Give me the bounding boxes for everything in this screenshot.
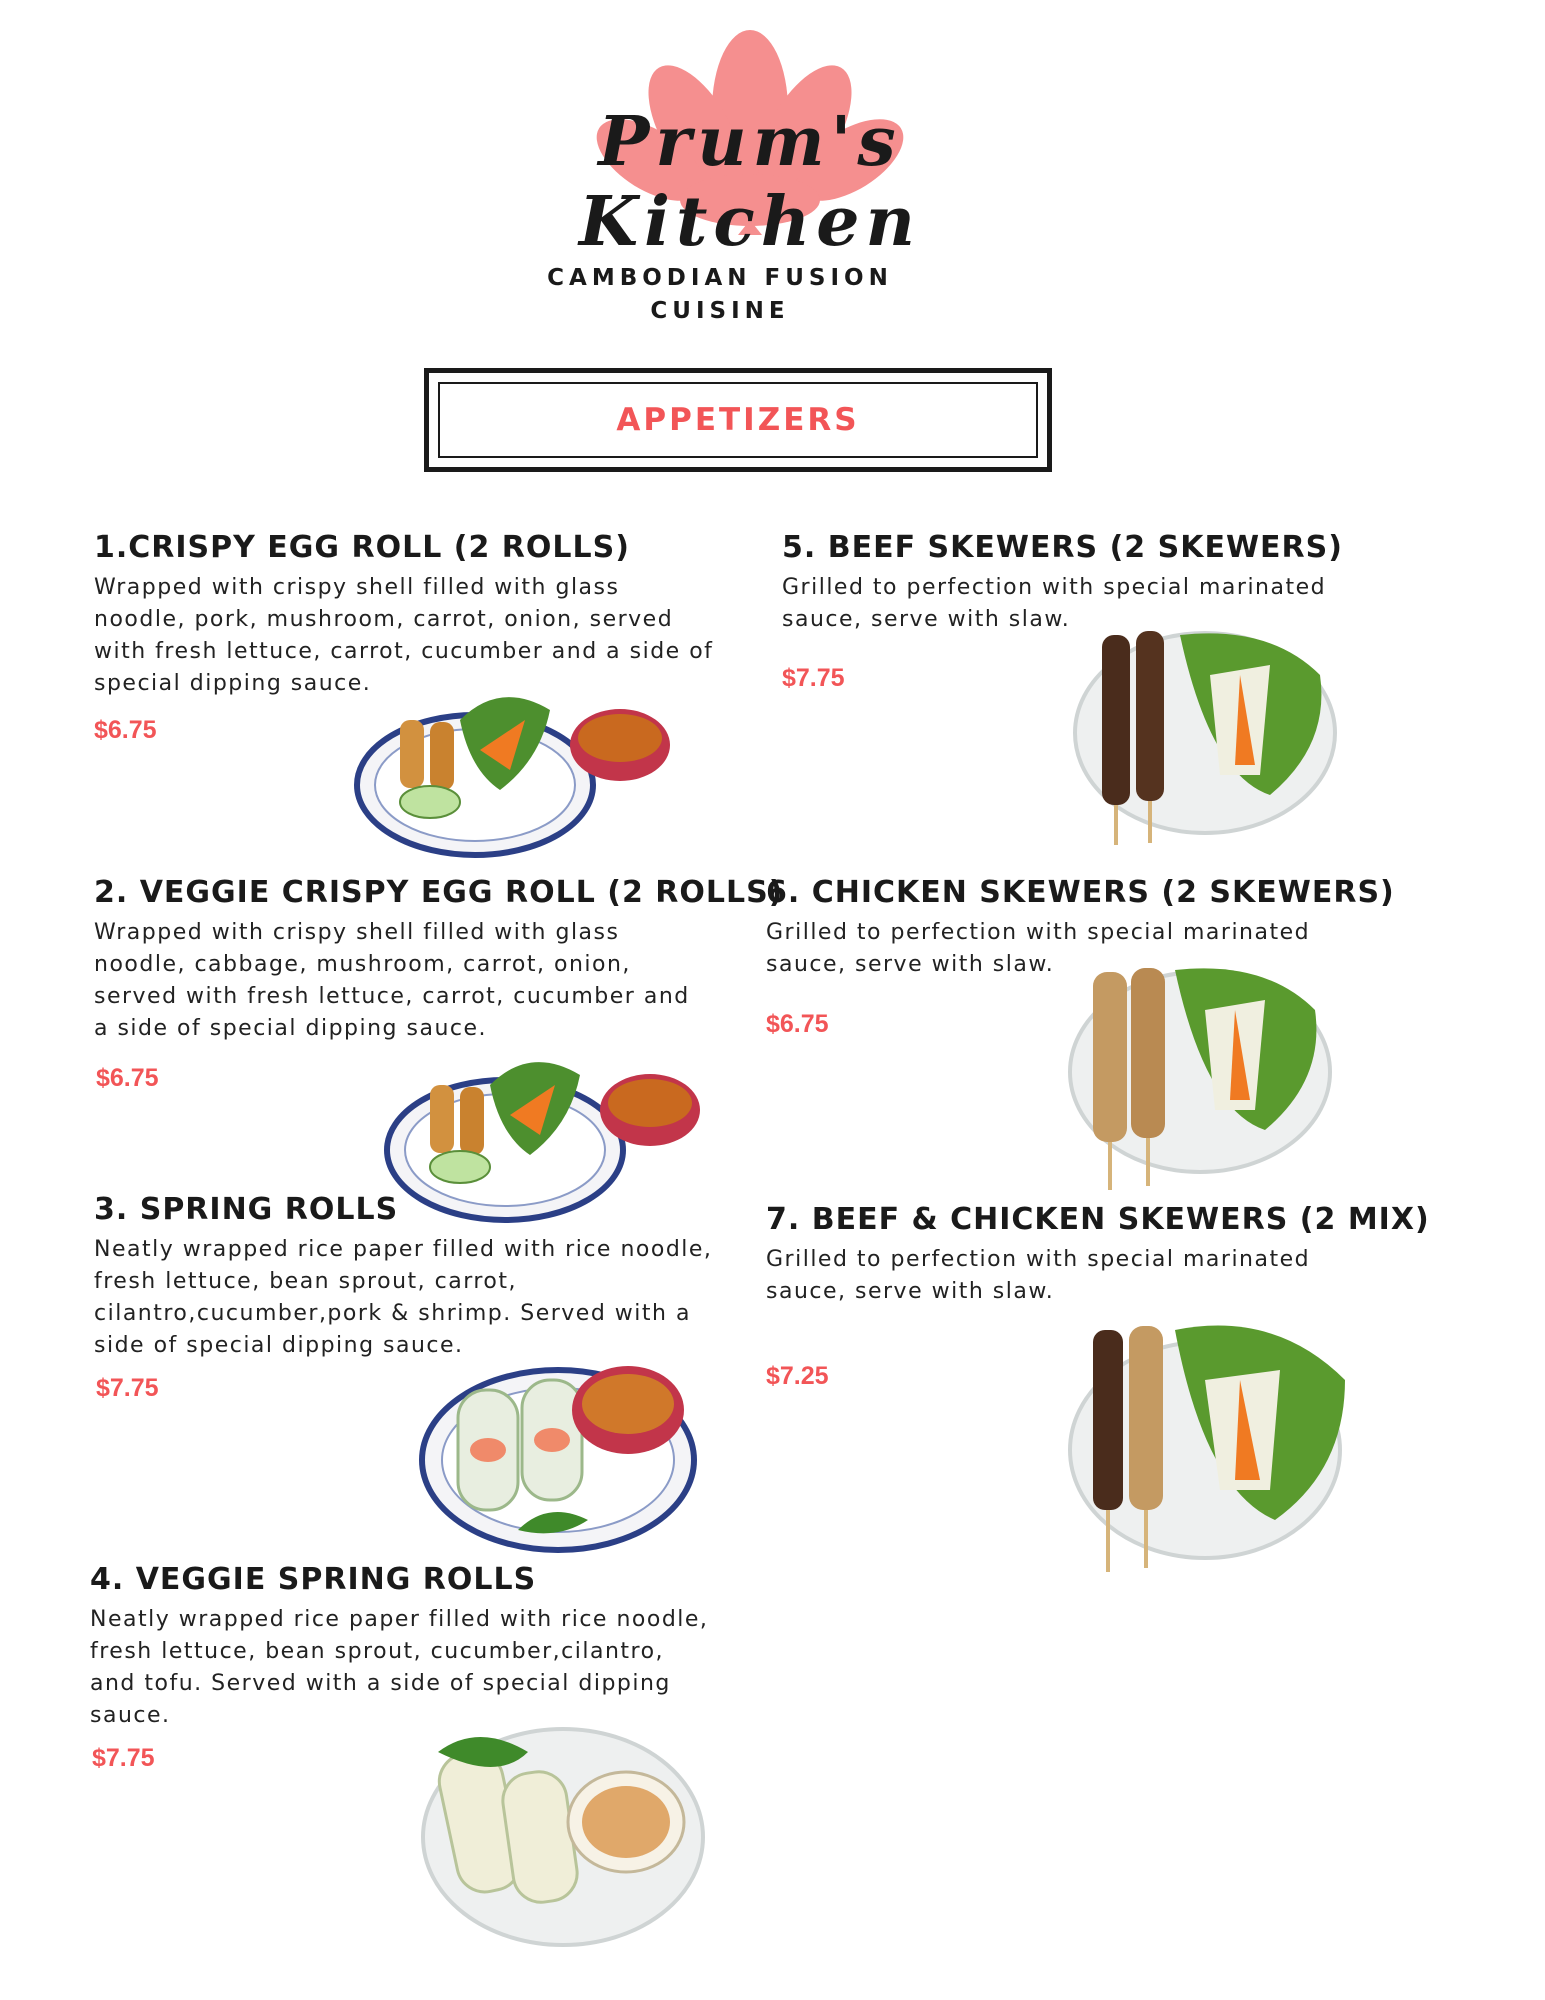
logo <box>470 30 1030 262</box>
item-price: $6.75 <box>94 716 157 744</box>
menu-item-1 <box>94 530 714 700</box>
menu-item-4 <box>90 1562 730 1732</box>
beef-and-chicken-skewers-plate-image <box>1065 1310 1355 1580</box>
section-title: APPETIZERS <box>616 402 860 438</box>
brand-name: Prum's Kitchen <box>579 102 921 262</box>
beef-skewers-plate-image <box>1070 625 1340 850</box>
item-description: Grilled to perfection with special marinated sauce, serve with slaw. <box>782 575 1327 632</box>
item-description: Neatly wrapped rice paper filled with rice noodle, fresh lettuce, bean sprout, carrot, cilantro,cucumber,pork & shrimp. Served with a side of special dipping sauce. <box>94 1237 713 1358</box>
item-title: 2. VEGGIE CRISPY EGG ROLL (2 ROLLS) <box>94 875 784 910</box>
item-price: $6.75 <box>96 1064 159 1092</box>
item-price: $7.75 <box>782 664 845 692</box>
item-title: 1.CRISPY EGG ROLL (2 ROLLS) <box>94 530 630 565</box>
chicken-skewers-plate-image <box>1065 960 1335 1195</box>
menu-item-3 <box>94 1192 734 1362</box>
item-price: $7.75 <box>92 1744 155 1772</box>
item-description: Neatly wrapped rice paper filled with rice noodle, fresh lettuce, bean sprout, cucumber,cilantro, and tofu. Served with a side of special dipping sauce. <box>90 1607 709 1728</box>
section-header-inner <box>438 382 1038 458</box>
item-description: Grilled to perfection with special marinated sauce, serve with slaw. <box>766 920 1311 977</box>
item-price: $7.75 <box>96 1374 159 1402</box>
item-title: 5. BEEF SKEWERS (2 SKEWERS) <box>782 530 1343 565</box>
menu-item-2 <box>94 875 784 1045</box>
menu-item-7 <box>766 1202 1486 1308</box>
spring-rolls-plate-image <box>418 1340 718 1560</box>
item-description: Grilled to perfection with special marinated sauce, serve with slaw. <box>766 1247 1311 1304</box>
tagline <box>520 262 920 328</box>
veggie-spring-rolls-plate-image <box>418 1712 708 1952</box>
egg-roll-plate-image <box>350 680 690 860</box>
item-description: Wrapped with crispy shell filled with glass noodle, cabbage, mushroom, carrot, onion, served with fresh lettuce, carrot, cucumber and a side of special dipping sauce. <box>94 920 690 1041</box>
item-title: 6. CHICKEN SKEWERS (2 SKEWERS) <box>766 875 1395 910</box>
tagline-line2: CUISINE <box>650 298 790 324</box>
item-description: Wrapped with crispy shell filled with glass noodle, pork, mushroom, carrot, onion, served with fresh lettuce, carrot, cucumber and a side of special dipping sauce. <box>94 575 714 696</box>
item-title: 7. BEEF & CHICKEN SKEWERS (2 MIX) <box>766 1202 1430 1237</box>
tagline-line1: CAMBODIAN FUSION <box>547 265 893 291</box>
item-title: 3. SPRING ROLLS <box>94 1192 399 1227</box>
item-price: $7.25 <box>766 1362 829 1390</box>
item-title: 4. VEGGIE SPRING ROLLS <box>90 1562 537 1597</box>
section-header-box <box>424 368 1052 472</box>
menu-item-5 <box>782 530 1462 636</box>
item-price: $6.75 <box>766 1010 829 1038</box>
